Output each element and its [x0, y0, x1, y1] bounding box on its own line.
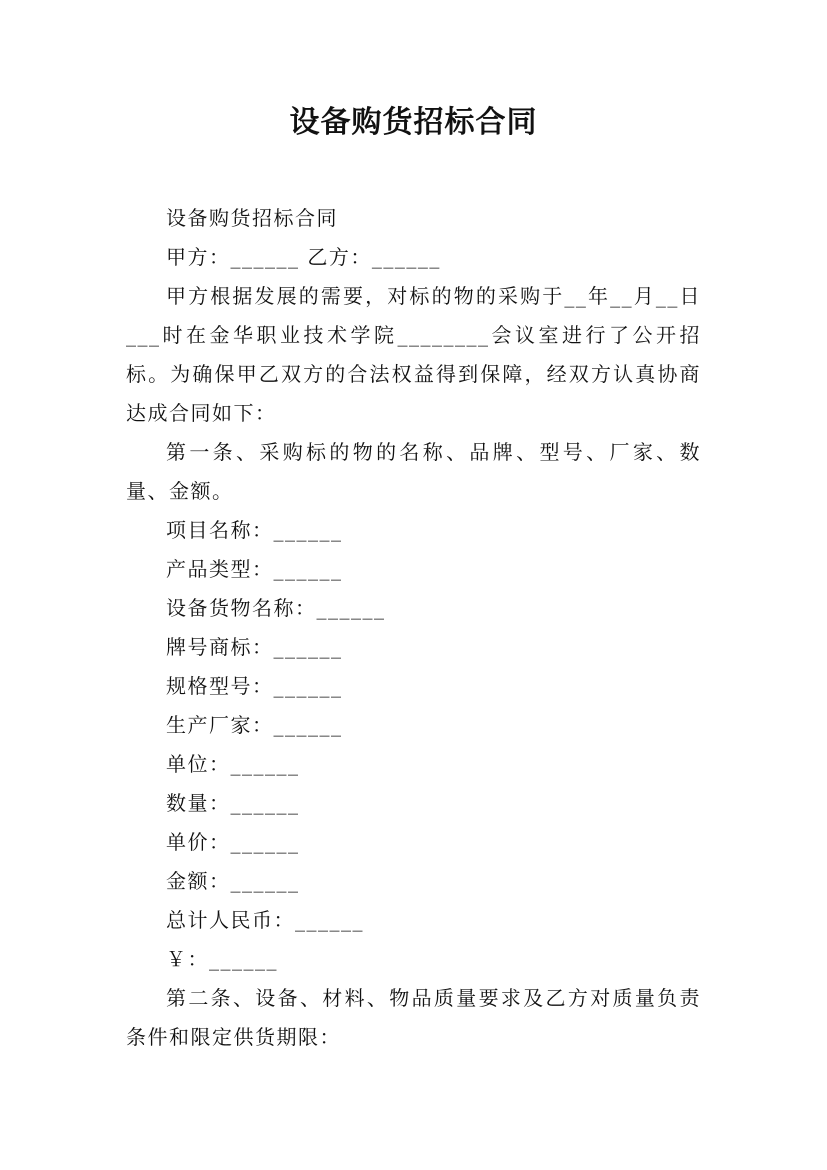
field-model: 规格型号：______	[166, 674, 343, 698]
field-total-rmb: 总计人民币：______	[166, 908, 364, 932]
field-goods-name: 设备货物名称：______	[166, 596, 386, 620]
field-unit: 单位：______	[166, 752, 300, 776]
field-brand: 牌号商标：______	[166, 635, 343, 659]
paragraph-parties: 甲方：______ 乙方：______	[166, 245, 441, 269]
paragraph-article-1: 第一条、采购标的物的名称、品牌、型号、厂家、数量、金额。	[126, 440, 701, 503]
document-title: 设备购货招标合同	[289, 105, 538, 140]
document-body	[126, 199, 701, 1057]
field-quantity: 数量：______	[166, 791, 300, 815]
paragraph-preamble: 甲方根据发展的需要，对标的物的采购于__年__月__日___时在金华职业技术学院________会议室进行了公开招标。为确保甲乙双方的合法权益得到保障，经双方认真协商达成合同如下：	[126, 284, 701, 425]
field-amount: 金额：______	[166, 869, 300, 893]
field-manufacturer: 生产厂家：______	[166, 713, 343, 737]
field-project-name: 项目名称：______	[166, 518, 343, 542]
field-unit-price: 单价：______	[166, 830, 300, 854]
paragraph-article-2: 第二条、设备、材料、物品质量要求及乙方对质量负责条件和限定供货期限：	[126, 986, 701, 1049]
paragraph-subtitle: 设备购货招标合同	[166, 206, 338, 230]
field-yuan: ￥：______	[166, 947, 278, 971]
field-product-type: 产品类型：______	[166, 557, 343, 581]
